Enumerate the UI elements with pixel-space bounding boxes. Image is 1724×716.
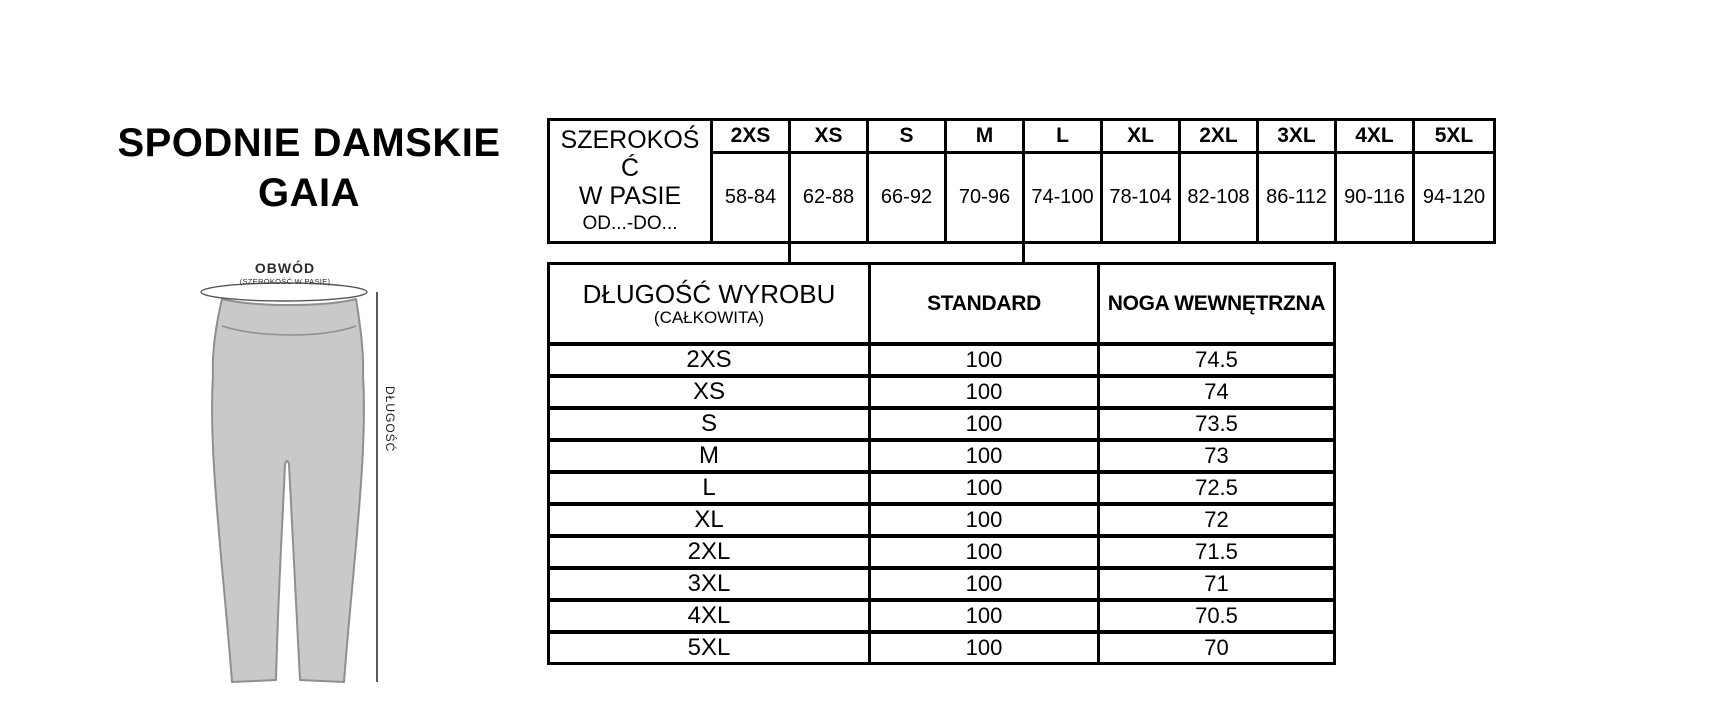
- size-header-cell: L: [1025, 121, 1103, 154]
- standard-header-cell: STANDARD: [871, 265, 1100, 342]
- standard-value-cell: 100: [871, 470, 1100, 502]
- length-header-cell: [550, 265, 871, 342]
- pants-diagram: [200, 258, 400, 696]
- inner-leg-value-cell: 70.5: [1100, 598, 1333, 630]
- title-line-1: SPODNIE DAMSKIE: [117, 121, 501, 165]
- size-row-label: 3XL: [550, 566, 871, 598]
- waist-range-cell: 66-92: [869, 154, 947, 241]
- table-connector-line-left: [788, 241, 791, 262]
- inner-leg-value-cell: 74: [1100, 374, 1333, 406]
- page-title: [59, 118, 559, 218]
- size-header-cell: XS: [791, 121, 869, 154]
- size-row-label: XS: [550, 374, 871, 406]
- standard-value-cell: 100: [871, 342, 1100, 374]
- waist-width-table: [547, 118, 1496, 244]
- waist-range-cell: 82-108: [1181, 154, 1259, 241]
- waist-circumference-sublabel: (SZEROKOŚĆ W PASIE): [239, 277, 331, 286]
- size-row-label: S: [550, 406, 871, 438]
- inner-leg-value-cell: 71: [1100, 566, 1333, 598]
- inner-leg-value-cell: 74.5: [1100, 342, 1333, 374]
- size-header-cell: M: [947, 121, 1025, 154]
- size-header-cell: 2XL: [1181, 121, 1259, 154]
- size-header-cell: 4XL: [1337, 121, 1415, 154]
- standard-value-cell: 100: [871, 502, 1100, 534]
- waist-range-cell: 70-96: [947, 154, 1025, 241]
- size-row-label: 2XL: [550, 534, 871, 566]
- standard-value-cell: 100: [871, 438, 1100, 470]
- standard-value-cell: 100: [871, 374, 1100, 406]
- size-row-label: 2XS: [550, 342, 871, 374]
- header-line: Ć: [620, 154, 640, 182]
- header-line: W PASIE: [578, 182, 682, 210]
- title-line-2: GAIA: [258, 171, 360, 215]
- waist-range-cell: 74-100: [1025, 154, 1103, 241]
- size-header-cell: S: [869, 121, 947, 154]
- standard-value-cell: 100: [871, 534, 1100, 566]
- product-length-table: [547, 262, 1336, 665]
- waist-width-header-cell: [550, 121, 713, 241]
- standard-value-cell: 100: [871, 406, 1100, 438]
- waist-range-cell: 58-84: [713, 154, 791, 241]
- waist-circumference-label: OBWÓD: [254, 260, 316, 276]
- standard-value-cell: 100: [871, 630, 1100, 662]
- size-header-cell: 2XS: [713, 121, 791, 154]
- inner-leg-value-cell: 71.5: [1100, 534, 1333, 566]
- size-header-cell: 5XL: [1415, 121, 1493, 154]
- header-line: SZEROKOŚ: [560, 126, 700, 154]
- length-header-subtitle: (CAŁKOWITA): [653, 307, 765, 327]
- length-label: DŁUGOŚĆ: [383, 386, 397, 453]
- waist-range-cell: 90-116: [1337, 154, 1415, 241]
- inner-leg-value-cell: 73.5: [1100, 406, 1333, 438]
- length-header-title: DŁUGOŚĆ WYROBU: [582, 278, 836, 309]
- header-subline: OD...-DO...: [582, 213, 678, 234]
- size-row-label: XL: [550, 502, 871, 534]
- size-row-label: M: [550, 438, 871, 470]
- pants-drawing: [200, 258, 410, 696]
- pants-shape: [212, 299, 364, 682]
- waist-range-cell: 94-120: [1422, 186, 1486, 208]
- waist-range-cell: 86-112: [1259, 154, 1337, 241]
- table-connector-line-right: [1022, 241, 1025, 262]
- size-row-label: 5XL: [550, 630, 871, 662]
- waist-range-cell: 78-104: [1103, 154, 1181, 241]
- size-row-label: L: [550, 470, 871, 502]
- inner-leg-header-cell: NOGA WEWNĘTRZNA: [1107, 291, 1326, 315]
- waist-range-cell: 62-88: [791, 154, 869, 241]
- standard-value-cell: 100: [871, 598, 1100, 630]
- size-header-cell: XL: [1103, 121, 1181, 154]
- inner-leg-value-cell: 72: [1100, 502, 1333, 534]
- inner-leg-value-cell: 70: [1100, 630, 1333, 662]
- size-row-label: 4XL: [550, 598, 871, 630]
- inner-leg-value-cell: 73: [1100, 438, 1333, 470]
- standard-value-cell: 100: [871, 566, 1100, 598]
- size-header-cell: 3XL: [1259, 121, 1337, 154]
- inner-leg-value-cell: 72.5: [1100, 470, 1333, 502]
